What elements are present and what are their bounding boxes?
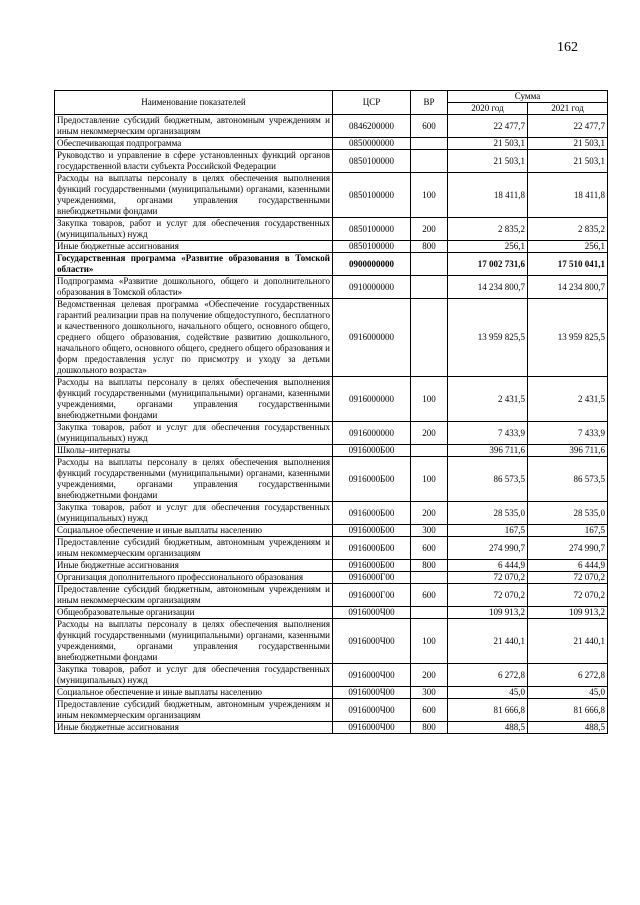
row-csr: 0916000Ч00 (333, 687, 411, 699)
table-row (55, 687, 608, 699)
row-name: Иные бюджетные ассигнования (55, 560, 333, 572)
row-sum-2021: 488,5 (528, 722, 608, 734)
table-row (55, 377, 608, 422)
row-sum-2021: 72 070,2 (528, 584, 608, 607)
row-sum-2021: 396 711,6 (528, 445, 608, 457)
header-csr: ЦСР (333, 91, 411, 115)
row-csr: 0916000Б00 (333, 560, 411, 572)
header-year-2021: 2021 год (528, 103, 608, 115)
row-vr (411, 253, 448, 276)
table-row (55, 115, 608, 138)
row-vr (411, 607, 448, 619)
row-name: Расходы на выплаты персоналу в целях обеспечения выполнения функций государственными (муниципальными) органами, казенными учреждениями, органами управления государственными внебюджетными фондами (55, 619, 333, 664)
row-csr: 0850000000 (333, 138, 411, 150)
row-sum-2021: 81 666,8 (528, 699, 608, 722)
row-sum-2021: 256,1 (528, 241, 608, 253)
row-csr: 0846200000 (333, 115, 411, 138)
row-vr: 800 (411, 241, 448, 253)
table-row (55, 572, 608, 584)
row-vr: 300 (411, 687, 448, 699)
row-vr (411, 572, 448, 584)
row-name: Закупка товаров, работ и услуг для обеспечения государственных (муниципальных) нужд (55, 664, 333, 687)
table-row (55, 138, 608, 150)
row-name: Расходы на выплаты персоналу в целях обеспечения выполнения функций государственными (муниципальными) органами, казенными учреждениями, органами управления государственными внебюджетными фондами (55, 377, 333, 422)
header-vr: ВР (411, 91, 448, 115)
row-vr (411, 138, 448, 150)
table-body (55, 115, 608, 734)
row-name: Обеспечивающая подпрограмма (55, 138, 333, 150)
row-sum-2021: 274 990,7 (528, 537, 608, 560)
row-sum-2021: 167,5 (528, 525, 608, 537)
row-name: Государственная программа «Развитие образования в Томской области» (55, 253, 333, 276)
row-csr: 0850100000 (333, 218, 411, 241)
table-row (55, 502, 608, 525)
row-vr: 600 (411, 537, 448, 560)
header-year-2020: 2020 год (448, 103, 528, 115)
row-vr: 100 (411, 457, 448, 502)
row-sum-2021: 72 070,2 (528, 572, 608, 584)
row-csr: 0916000Б00 (333, 502, 411, 525)
row-sum-2020: 6 272,8 (448, 664, 528, 687)
table-row (55, 241, 608, 253)
table-row (55, 276, 608, 299)
table-row (55, 150, 608, 173)
row-sum-2021: 2 835,2 (528, 218, 608, 241)
row-sum-2020: 21 503,1 (448, 150, 528, 173)
table-row (55, 619, 608, 664)
row-vr: 600 (411, 115, 448, 138)
row-sum-2020: 167,5 (448, 525, 528, 537)
row-sum-2021: 18 411,8 (528, 173, 608, 218)
row-name: Руководство и управление в сфере установленных функций органов государственной власти субъекта Российской Федерации (55, 150, 333, 173)
row-sum-2020: 7 433,9 (448, 422, 528, 445)
row-sum-2020: 274 990,7 (448, 537, 528, 560)
row-csr: 0916000Г00 (333, 584, 411, 607)
row-csr: 0916000Ч00 (333, 664, 411, 687)
row-sum-2021: 86 573,5 (528, 457, 608, 502)
row-csr: 0916000000 (333, 299, 411, 377)
row-name: Школы–интернаты (55, 445, 333, 457)
row-name: Предоставление субсидий бюджетным, автономным учреждениям и иным некоммерческим организациям (55, 584, 333, 607)
row-sum-2020: 488,5 (448, 722, 528, 734)
row-sum-2021: 7 433,9 (528, 422, 608, 445)
row-csr: 0916000Б00 (333, 537, 411, 560)
row-name: Организация дополнительного профессионального образования (55, 572, 333, 584)
row-name: Социальное обеспечение и иные выплаты населению (55, 687, 333, 699)
row-vr (411, 445, 448, 457)
row-csr: 0916000000 (333, 377, 411, 422)
row-sum-2020: 2 835,2 (448, 218, 528, 241)
row-vr: 800 (411, 560, 448, 572)
table-row (55, 525, 608, 537)
row-vr: 100 (411, 619, 448, 664)
header-sum: Сумма (448, 91, 608, 103)
table-row (55, 584, 608, 607)
row-sum-2020: 2 431,5 (448, 377, 528, 422)
row-sum-2020: 45,0 (448, 687, 528, 699)
header-name: Наименование показателей (55, 91, 333, 115)
table-row (55, 173, 608, 218)
row-sum-2020: 81 666,8 (448, 699, 528, 722)
row-sum-2021: 6 444,9 (528, 560, 608, 572)
row-csr: 0916000Г00 (333, 572, 411, 584)
row-sum-2020: 17 002 731,6 (448, 253, 528, 276)
row-vr: 200 (411, 502, 448, 525)
row-vr: 100 (411, 173, 448, 218)
table-row (55, 445, 608, 457)
row-csr: 0850100000 (333, 173, 411, 218)
row-csr: 0916000Б00 (333, 445, 411, 457)
row-vr: 200 (411, 664, 448, 687)
row-vr: 100 (411, 377, 448, 422)
row-name: Закупка товаров, работ и услуг для обеспечения государственных (муниципальных) нужд (55, 422, 333, 445)
row-name: Подпрограмма «Развитие дошкольного, общего и дополнительного образования в Томской области» (55, 276, 333, 299)
row-vr (411, 299, 448, 377)
row-csr: 0850100000 (333, 150, 411, 173)
row-vr: 800 (411, 722, 448, 734)
table-header (55, 91, 608, 115)
row-sum-2020: 14 234 800,7 (448, 276, 528, 299)
row-vr (411, 276, 448, 299)
row-vr: 200 (411, 218, 448, 241)
row-sum-2020: 86 573,5 (448, 457, 528, 502)
row-sum-2021: 109 913,2 (528, 607, 608, 619)
row-name: Иные бюджетные ассигнования (55, 722, 333, 734)
row-sum-2020: 256,1 (448, 241, 528, 253)
row-name: Расходы на выплаты персоналу в целях обеспечения выполнения функций государственными (муниципальными) органами, казенными учреждениями, органами управления государственными внебюджетными фондами (55, 457, 333, 502)
row-sum-2020: 109 913,2 (448, 607, 528, 619)
row-sum-2021: 22 477,7 (528, 115, 608, 138)
row-sum-2021: 2 431,5 (528, 377, 608, 422)
row-csr: 0900000000 (333, 253, 411, 276)
row-sum-2021: 13 959 825,5 (528, 299, 608, 377)
row-sum-2020: 22 477,7 (448, 115, 528, 138)
row-sum-2020: 21 503,1 (448, 138, 528, 150)
row-csr: 0916000Ч00 (333, 699, 411, 722)
row-sum-2021: 21 503,1 (528, 150, 608, 173)
row-vr: 200 (411, 422, 448, 445)
table-row (55, 560, 608, 572)
table-row (55, 664, 608, 687)
row-name: Закупка товаров, работ и услуг для обеспечения государственных (муниципальных) нужд (55, 218, 333, 241)
row-vr: 600 (411, 584, 448, 607)
table-row (55, 722, 608, 734)
table-row (55, 218, 608, 241)
row-csr: 0916000Б00 (333, 457, 411, 502)
row-name: Иные бюджетные ассигнования (55, 241, 333, 253)
row-sum-2020: 396 711,6 (448, 445, 528, 457)
row-name: Ведомственная целевая программа «Обеспечение государственных гарантий реализации прав на получение общедоступного, бесплатного и качественного дошкольного, начального общего, основного общего, среднего общего образования, содействие развитию дошкольного, начального общего, основного общего, среднего общего образования и форм предоставления услуг по присмотру и уходу за детьми дошкольного возраста» (55, 299, 333, 377)
row-name: Предоставление субсидий бюджетным, автономным учреждениям и иным некоммерческим организациям (55, 537, 333, 560)
row-csr: 0916000Ч00 (333, 619, 411, 664)
row-sum-2020: 21 440,1 (448, 619, 528, 664)
row-sum-2020: 72 070,2 (448, 572, 528, 584)
row-vr (411, 150, 448, 173)
row-name: Общеобразовательные организации (55, 607, 333, 619)
table-row (55, 253, 608, 276)
row-csr: 0850100000 (333, 241, 411, 253)
row-vr: 600 (411, 699, 448, 722)
row-sum-2021: 21 503,1 (528, 138, 608, 150)
row-csr: 0916000000 (333, 422, 411, 445)
row-name: Расходы на выплаты персоналу в целях обеспечения выполнения функций государственными (муниципальными) органами, казенными учреждениями, органами управления государственными внебюджетными фондами (55, 173, 333, 218)
table-row (55, 422, 608, 445)
row-sum-2021: 14 234 800,7 (528, 276, 608, 299)
row-csr: 0916000Б00 (333, 525, 411, 537)
table-row (55, 699, 608, 722)
row-vr: 300 (411, 525, 448, 537)
row-sum-2020: 6 444,9 (448, 560, 528, 572)
row-sum-2021: 6 272,8 (528, 664, 608, 687)
row-name: Социальное обеспечение и иные выплаты населению (55, 525, 333, 537)
row-csr: 0910000000 (333, 276, 411, 299)
row-sum-2020: 28 535,0 (448, 502, 528, 525)
table-row (55, 607, 608, 619)
table-row (55, 457, 608, 502)
row-name: Закупка товаров, работ и услуг для обеспечения государственных (муниципальных) нужд (55, 502, 333, 525)
row-sum-2021: 28 535,0 (528, 502, 608, 525)
table-row (55, 299, 608, 377)
row-sum-2020: 18 411,8 (448, 173, 528, 218)
page-number: 162 (557, 40, 578, 55)
row-sum-2021: 21 440,1 (528, 619, 608, 664)
row-name: Предоставление субсидий бюджетным, автономным учреждениям и иным некоммерческим организациям (55, 699, 333, 722)
row-name: Предоставление субсидий бюджетным, автономным учреждениям и иным некоммерческим организациям (55, 115, 333, 138)
row-csr: 0916000Ч00 (333, 722, 411, 734)
row-sum-2020: 13 959 825,5 (448, 299, 528, 377)
budget-table (54, 90, 608, 734)
row-csr: 0916000Ч00 (333, 607, 411, 619)
table-row (55, 537, 608, 560)
row-sum-2020: 72 070,2 (448, 584, 528, 607)
row-sum-2021: 45,0 (528, 687, 608, 699)
row-sum-2021: 17 510 041,1 (528, 253, 608, 276)
